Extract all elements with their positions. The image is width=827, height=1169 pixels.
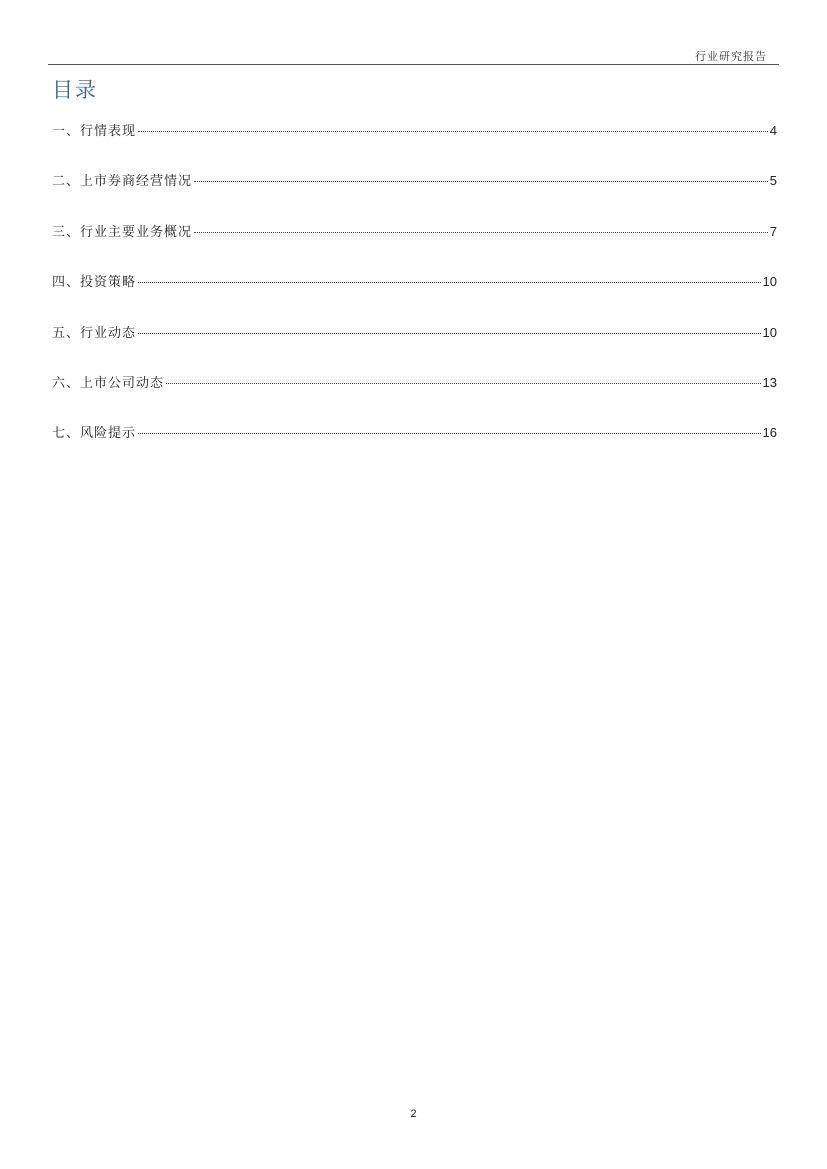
toc-entry-number: 七、: [52, 426, 81, 442]
toc-entry[interactable]: [52, 120, 777, 170]
report-type-label: 行业研究报告: [695, 50, 767, 63]
toc-dot-leader: [194, 181, 768, 182]
toc-entry-page: 7: [769, 223, 777, 239]
toc-entry-page: 13: [762, 374, 777, 390]
toc-entry[interactable]: [52, 322, 777, 372]
toc-entry-title: 投资策略: [80, 275, 137, 291]
toc-dot-leader: [138, 333, 761, 334]
toc-entry-number: 四、: [52, 275, 81, 291]
toc-entry[interactable]: [52, 221, 777, 271]
toc-entry-number: 五、: [52, 325, 81, 341]
toc-entry-page: 5: [769, 173, 777, 189]
toc-entry-title: 行情表现: [80, 124, 137, 139]
toc-entry-number: 六、: [52, 375, 81, 391]
toc-dot-leader: [138, 131, 768, 132]
toc-dot-leader: [138, 433, 761, 434]
toc-entry-number: 三、: [52, 224, 81, 240]
toc-dot-leader: [166, 383, 761, 384]
toc-entry-page: 10: [762, 274, 777, 290]
toc-entry-number: 二、: [52, 174, 81, 190]
toc-entry-title: 上市公司动态: [80, 375, 165, 391]
toc-entry-title: 行业动态: [80, 325, 137, 341]
toc-dot-leader: [194, 232, 768, 233]
toc-entry-page: 16: [762, 425, 777, 441]
toc-entry-title: 风险提示: [80, 426, 137, 442]
toc-entry-title: 行业主要业务概况: [80, 224, 193, 240]
toc-list: [52, 120, 777, 473]
toc-entry[interactable]: [52, 271, 777, 321]
toc-entry[interactable]: [52, 170, 777, 220]
toc-entry-page: 4: [769, 123, 777, 138]
toc-entry-title: 上市券商经营情况: [80, 174, 193, 190]
toc-entry-number: 一、: [52, 124, 81, 139]
toc-title: 目录: [52, 78, 98, 102]
toc-entry-page: 10: [762, 324, 777, 340]
toc-entry[interactable]: [52, 372, 777, 422]
page-number: 2: [410, 1108, 417, 1120]
toc-dot-leader: [138, 282, 761, 283]
toc-entry[interactable]: [52, 422, 777, 472]
header-divider: [48, 64, 779, 65]
